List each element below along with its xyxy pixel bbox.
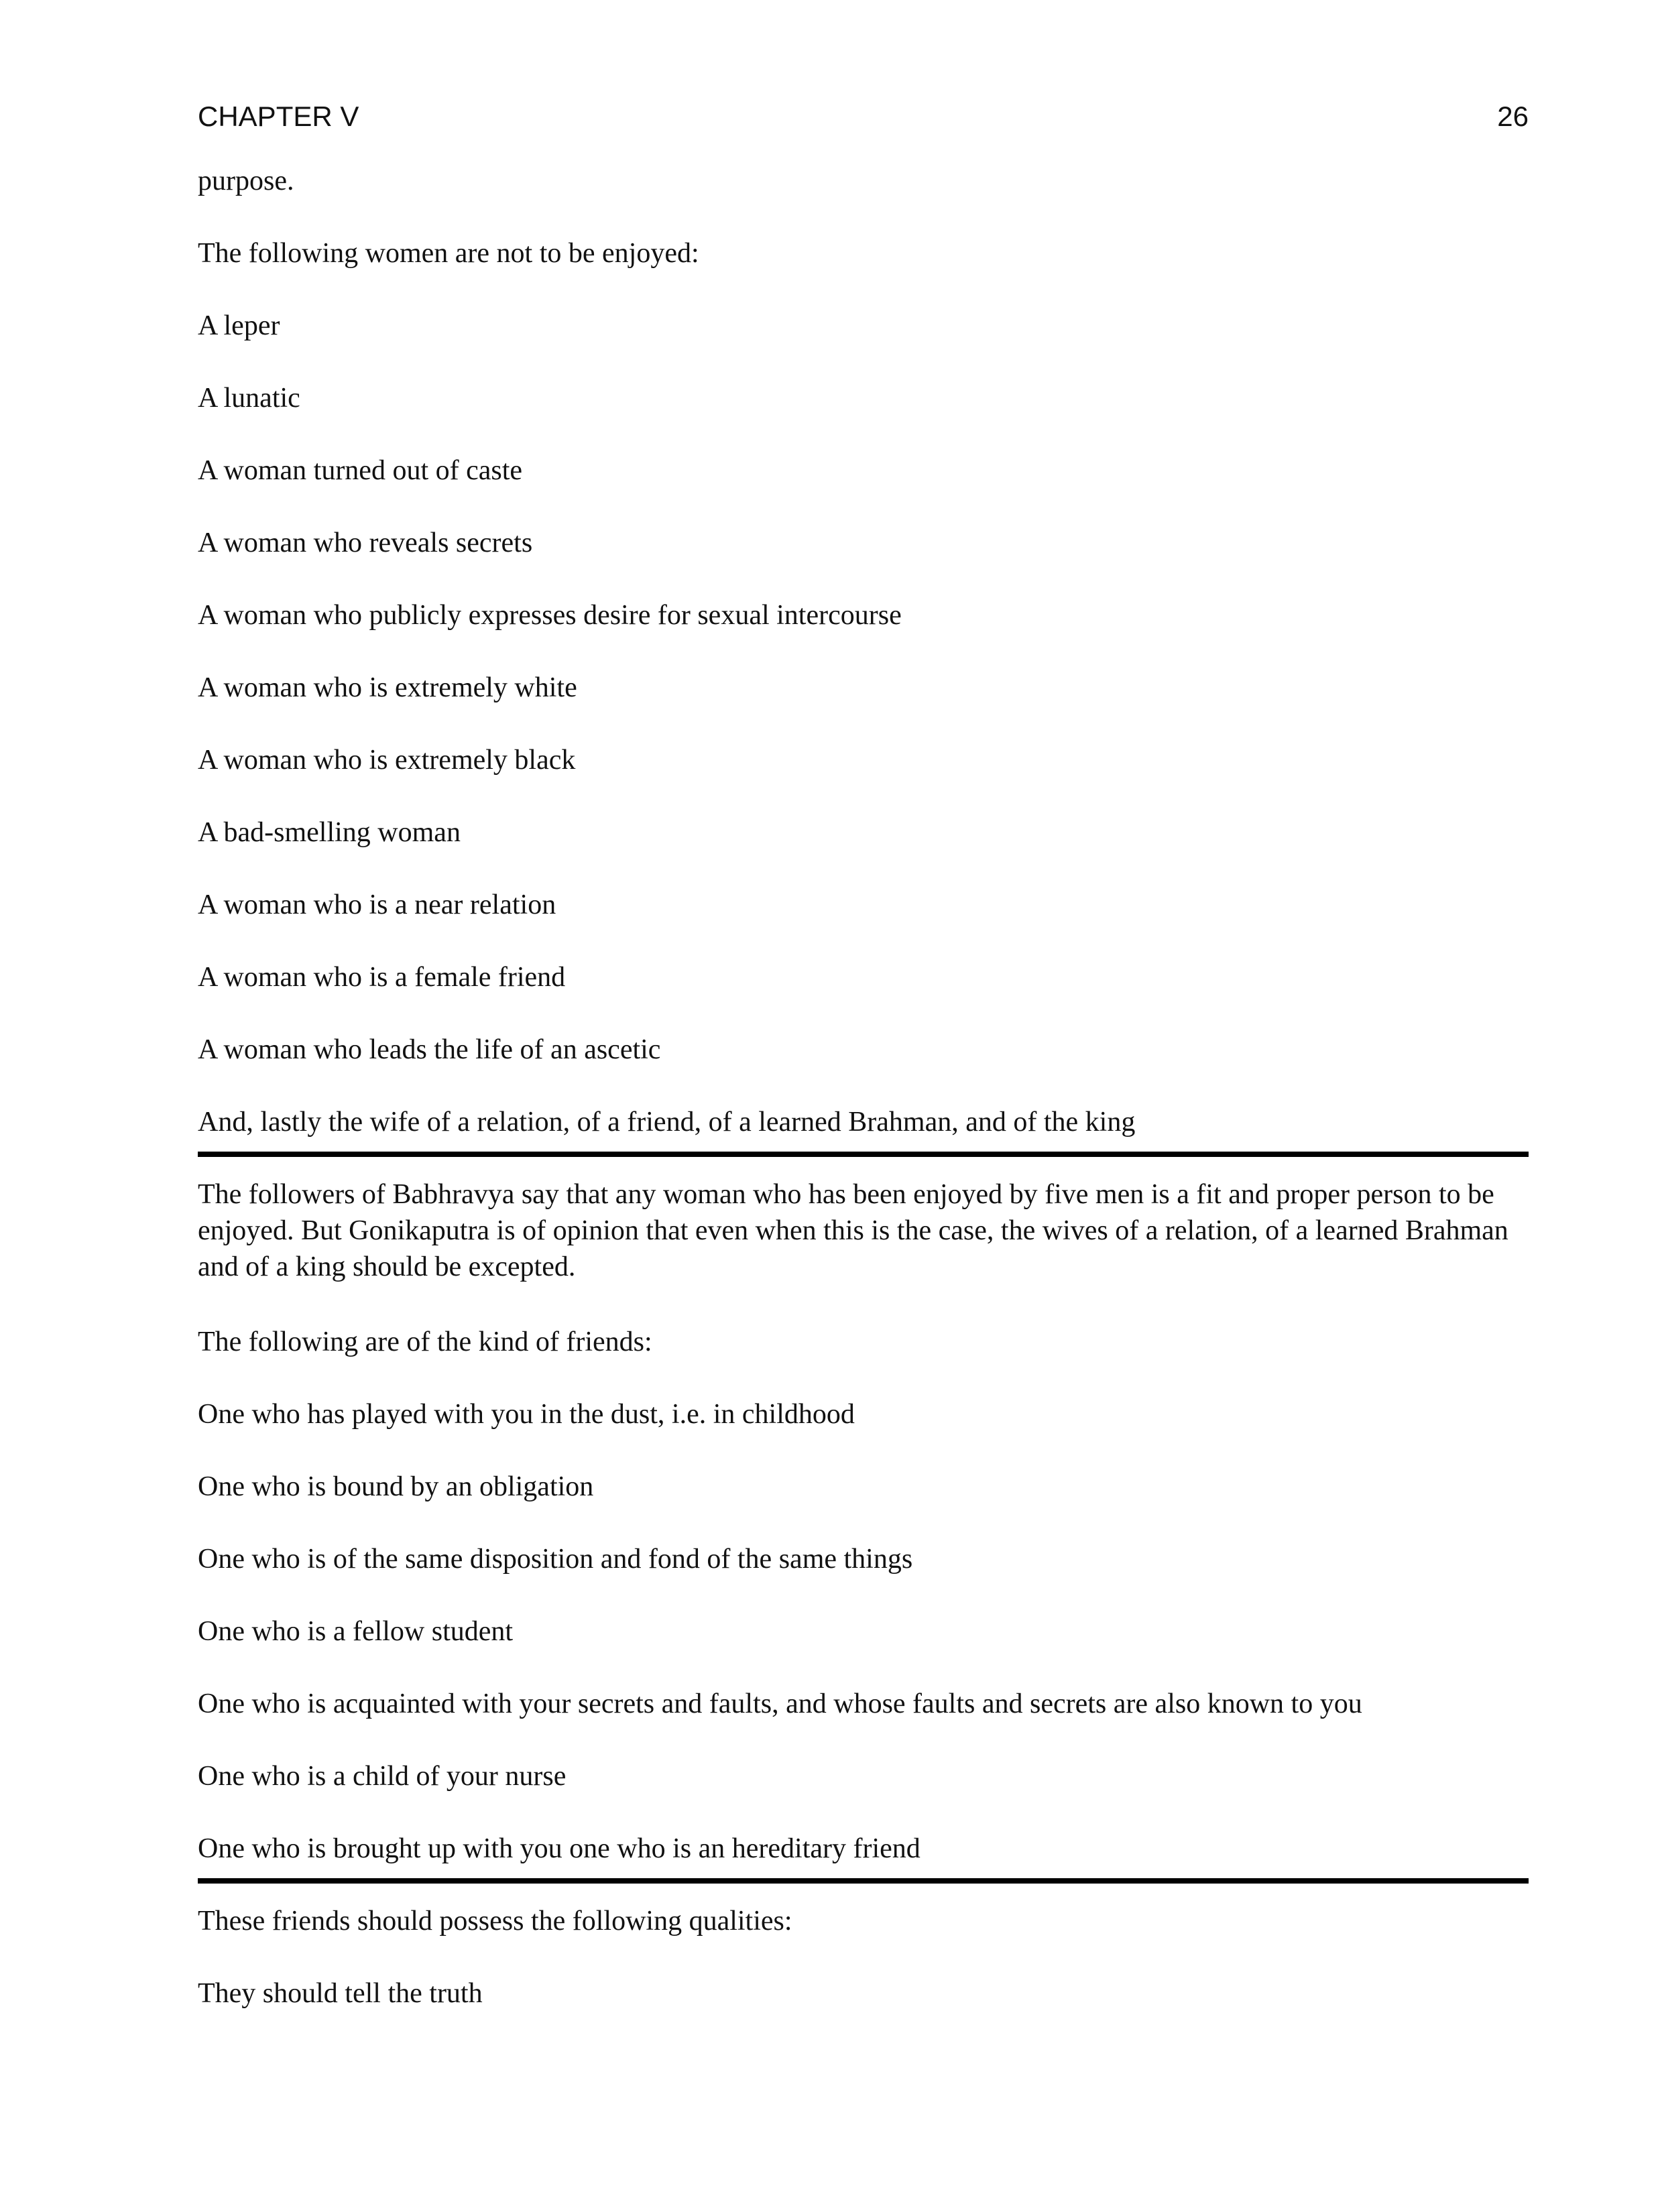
women-list-intro: The following women are not to be enjoyed: [198, 238, 699, 269]
list-item: A woman who is extremely black [198, 745, 576, 776]
list-item: A bad-smelling woman [198, 817, 461, 848]
friends-list-intro: The following are of the kind of friends: [198, 1327, 652, 1357]
running-head [198, 101, 1529, 138]
list-item: One who is bound by an obligation [198, 1471, 594, 1502]
list-item: A leper [198, 310, 280, 341]
list-item: One who is a fellow student [198, 1616, 514, 1647]
qualities-list-intro: These friends should possess the following qualities: [198, 1906, 792, 1937]
list-item: One who is a child of your nurse [198, 1761, 567, 1792]
list-item: A woman who reveals secrets [198, 528, 533, 558]
list-item: A woman who is a near relation [198, 889, 556, 920]
chapter-title: CHAPTER V [198, 101, 359, 132]
list-item: A woman who publicly expresses desire for sexual intercourse [198, 600, 902, 631]
list-item: One who is brought up with you one who is an hereditary friend [198, 1833, 921, 1864]
section-divider [198, 1152, 1529, 1157]
list-item: And, lastly the wife of a relation, of a friend, of a learned Brahman, and of the king [198, 1107, 1136, 1138]
list-item: A woman who is extremely white [198, 672, 577, 703]
continuation-text: purpose. [198, 166, 294, 196]
list-item: One who is of the same disposition and fond of the same things [198, 1544, 913, 1575]
list-item: One who is acquainted with your secrets and faults, and whose faults and secrets are also known to you [198, 1688, 1362, 1719]
list-item: A woman who leads the life of an ascetic [198, 1034, 661, 1065]
list-item: A woman turned out of caste [198, 455, 523, 486]
babhravya-paragraph: The followers of Babhravya say that any woman who has been enjoyed by five men is a fit and proper person to be enjoyed. But Gonikaputra is of opinion that even when this is the case, the wives of a relation, of a learned Brahman and of a king should be excepted. [198, 1179, 1508, 1282]
list-item: A woman who is a female friend [198, 962, 566, 993]
page-number: 26 [1497, 101, 1529, 132]
list-item: A lunatic [198, 383, 300, 414]
list-item: One who has played with you in the dust, i.e. in childhood [198, 1399, 855, 1430]
section-divider [198, 1878, 1529, 1884]
list-item: They should tell the truth [198, 1978, 483, 2009]
